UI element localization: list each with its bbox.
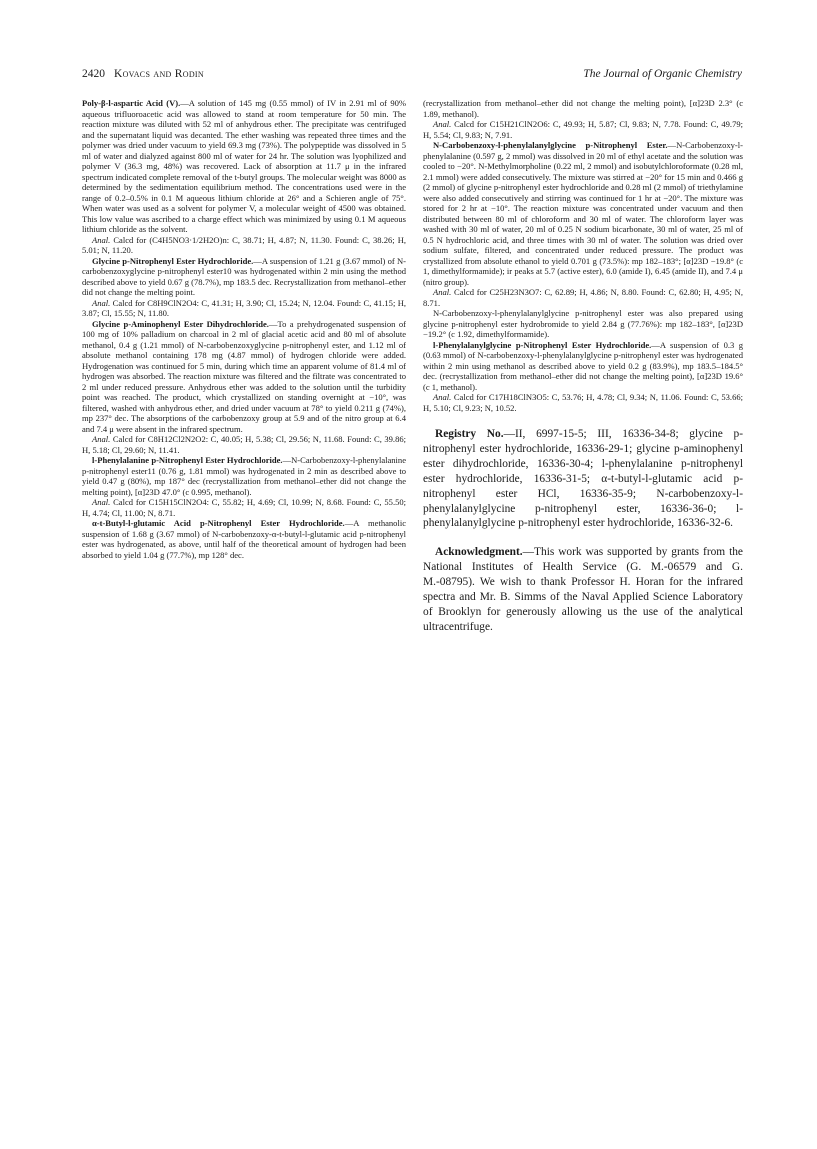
paragraph-analysis bbox=[423, 119, 743, 140]
paragraph-phenylalanine bbox=[82, 455, 406, 497]
paragraph-text: Calcd for C15H21ClN2O6: C, 49.93; H, 5.87; Cl, 9.83; N, 7.78. Found: C, 49.79; H, 5.54; Cl, 9.83; N, 7.91. bbox=[423, 119, 743, 140]
paragraph-text: —A suspension of 0.3 g (0.63 mmol) of N-carbobenzoxy-l-phenylalanylglycine p-nitrophenyl ester was hydrogenated within 2 min using methanol as described above to yield 0.2 g (83.9%), mp 183.5–184.5° dec. (recrystallization from methanol–ether did not change the melting point), [α]23D 19.6° (c 1, methanol). bbox=[423, 339, 743, 392]
paragraph-text: —N-Carbobenzoxy-l-phenylalanine p-nitrophenyl ester11 (0.76 g, 1.81 mmol) was hydrogenated in 2 min as described above to yield 0.47 g (80%), mp 187° dec (recrystallization from methanol–ether did not change the melting point), [α]23D 47.0° (c 0.995, methanol). bbox=[82, 455, 406, 497]
registry-numbers bbox=[423, 427, 743, 531]
paragraph-text: —A suspension of 1.21 g (3.67 mmol) of N-carbobenzoxyglycine p-nitrophenyl ester10 was hydrogenated within 2 min using the method described above to yield 0.67 g (78.7%), mp 183.5 dec. Recrystallization from methanol–ether did not change the melting point. bbox=[82, 255, 407, 297]
section-heading: N-Carbobenzoxy-l-phenylalanylglycine p-Nitrophenyl Ester. bbox=[433, 140, 668, 150]
paragraph-text: (recrystallization from methanol–ether did not change the melting point), [α]23D 2.3° (c 1.89, methanol). bbox=[423, 98, 743, 119]
section-heading: Poly-β-l-aspartic Acid (V). bbox=[82, 98, 181, 108]
anal-label: Anal. bbox=[92, 297, 111, 308]
section-heading: Glycine p-Nitrophenyl Ester Hydrochloride. bbox=[92, 255, 254, 266]
paragraph-analysis bbox=[82, 497, 406, 518]
anal-label: Anal. bbox=[433, 287, 452, 297]
anal-label: Anal. bbox=[433, 119, 452, 129]
anal-label: Anal. bbox=[92, 434, 111, 444]
paragraph-analysis bbox=[82, 298, 406, 319]
anal-label: Anal. bbox=[433, 392, 452, 402]
paragraph-poly-aspartic bbox=[82, 98, 406, 235]
anal-label: Anal. bbox=[92, 497, 111, 507]
section-heading: Glycine p-Aminophenyl Ester Dihydrochloride. bbox=[92, 318, 269, 329]
section-heading: l-Phenylalanine p-Nitrophenyl Ester Hydrochloride. bbox=[92, 455, 283, 465]
registry-text: —II, 6997-15-5; III, 16336-34-8; glycine p-nitrophenyl ester hydrochloride, 16336-29-1; glycine p-aminophenyl ester dihydrochloride, 16336-30-4; l-phenylalanine p-nitrophenyl ester hydrochloride, 16336-31-5; α-t-butyl-l-glutamic acid p-nitrophenyl ester HCl, 16336-35-9; N-carbobenzoxy-l-phenylalanylglycine p-nitrophenyl ester, 16336-36-0; l-phenylalanylglycine p-nitrophenyl ester hydrochloride, 16336-32-6. bbox=[423, 428, 743, 530]
running-authors: Kovacs and Rodin bbox=[114, 68, 204, 80]
anal-label: Anal. bbox=[92, 234, 111, 245]
paragraph-text: Calcd for C17H18ClN3O5: C, 53.76; H, 4.78; Cl, 9.34; N, 11.06. Found: C, 53.66; H, 5.10; Cl, 9.23; N, 10.52. bbox=[423, 392, 743, 413]
paragraph-glycine-aminophenyl bbox=[82, 319, 406, 435]
paragraph-text: N-Carbobenzoxy-l-phenylalanylglycine p-nitrophenyl ester was also prepared using glycine p-nitrophenyl ester hydrobromide to yield 2.84 g (77.76%): mp 182–183°, [α]23D −19.2° (c 1.92, dimethylformamide). bbox=[423, 308, 743, 339]
paragraph-text: Calcd for C25H23N3O7: C, 62.89; H, 4.86; N, 8.80. Found: C, 62.80; H, 4.95; N, 8.71. bbox=[423, 287, 743, 308]
page-number: 2420 bbox=[82, 68, 105, 80]
left-column bbox=[82, 98, 406, 560]
running-header bbox=[82, 68, 742, 84]
journal-title: The Journal of Organic Chemistry bbox=[583, 68, 742, 80]
paragraph-analysis bbox=[423, 392, 743, 413]
paragraph-text: —A solution of 145 mg (0.55 mmol) of IV in 2.91 ml of 90% aqueous trifluoroacetic acid was allowed to stand at room temperature for 50 min. The reaction mixture was diluted with 52 ml of anhydrous ether. The precipitate was centrifuged and the supernatant liquid was decanted. The ether washing was repeated three times and the polymer was dried under vacuum to yield 69.3 mg (73%). The polypeptide was dissolved in 5 ml of water and dialyzed against 800 ml of water for 24 hr. The solution was lyophilized and polymer V (36.3 mg, 48%) was recovered. Lack of absorption at 11.7 μ in the infrared spectrum indicated complete removal of the t-butyl groups. The molecular weight was 8000 as determined by the sedimentation equilibrium method. The concentrations used were in the range of 0.2–0.5% in 0.1 M aqueous lithium chloride at 26° and a Schieren angle of 75°. When water was used as a solvent for polymer V, a molecular weight of 4500 was obtained. This low value was ascribed to a charge effect which was minimized by using 0.1 M aqueous lithium chloride as the solvent. bbox=[82, 98, 406, 234]
section-heading: α-t-Butyl-l-glutamic Acid p-Nitrophenyl Ester Hydrochloride. bbox=[92, 518, 345, 528]
paragraph-phe-gly-hcl bbox=[423, 340, 743, 393]
paragraph-analysis bbox=[82, 235, 406, 256]
paragraph-text: Calcd for (C4H5NO3·1/2H2O)n: C, 38.71; H, 4.87; N, 11.30. Found: C, 38.26; H, 5.01; N, 11.20. bbox=[82, 234, 406, 255]
paragraph-continued bbox=[423, 98, 743, 119]
paragraph-text: Calcd for C15H15ClN2O4: C, 55.82; H, 4.69; Cl, 10.99; N, 8.68. Found: C, 55.50; H, 4.74; Cl, 11.00; N, 8.71. bbox=[82, 497, 406, 518]
paragraph-text: Calcd for C8H12Cl2N2O2: C, 40.05; H, 5.38; Cl, 29.56; N, 11.68. Found: C, 39.86; H, 5.18; Cl, 29.60; N, 11.41. bbox=[82, 434, 406, 455]
paragraph-alt-prep bbox=[423, 308, 743, 340]
paragraph-text: —N-Carbobenzoxy-l-phenylalanine (0.597 g, 2 mmol) was dissolved in 20 ml of ethyl acetate and the solution was cooled to −20°. N-Methylmorpholine (0.22 ml, 2 mmol) and isobutylchloroformate (0.28 ml, 2.1 mmol) were added consecutively. The mixture was stirred at −20° for 15 min and 0.466 g (2 mmol) of glycine p-nitrophenyl ester hydrochloride and 0.28 ml (2 mmol) of triethylamine were also added consecutively and stirring was continued for 1 hr at −20°. The mixture was stored for 2 hr at −10°. The reaction mixture was concentrated under vacuum and then distributed between 80 ml of chloroform and 30 ml of water. The chloroform layer was washed with 30 ml of water, 20 ml of 0.25 N sodium bicarbonate, 30 ml of water, 25 ml of 0.5 N hydrochloric acid, and three times with 30 ml of water. The solution was dried over sodium sulfate, filtered, and concentrated under reduced pressure. The product was crystallized from absolute ethanol to yield 0.701 g (73.5%): mp 182–183°; [α]23D −19.8° (c 1, dimethylformamide); ir peaks at 5.7 (active ester), 6.0 (amide I), 6.45 (amide II), and 7.4 μ (nitro group). bbox=[423, 140, 743, 287]
right-column bbox=[423, 98, 743, 635]
paragraph-text: —To a prehydrogenated suspension of 100 mg of 10% palladium on charcoal in 2 ml of glacial acetic acid and 80 ml of absolute methanol, 0.4 g (1.21 mmol) of N-carbobenzoxyglycine p-nitrophenyl ester, and 1.12 ml of absolute methanol containing 178 mg (4.87 mmol) of hydrogen chloride were added. Hydrogenation was continued for 5 min, during which time an apparent volume of 81.4 ml of hydrogen was absorbed. The reaction mixture was filtered and the filtrate was concentrated to 2 ml under reduced pressure. Anhydrous ether was added to the solution until the turbidity point was reached. The product, which crystallized on standing overnight at −10°, was filtered, washed with anhydrous ether, and dried under vacuum at 78° to yield 0.211 g (74%), mp 237° dec. The absorptions of the carbobenzoxy group at 5.9 and of the nitro group at 6.4 and 7.4 μ were absent in the infrared spectrum. bbox=[82, 318, 406, 434]
paragraph-cbz-phe-gly bbox=[423, 140, 743, 287]
paragraph-glutamic bbox=[82, 518, 406, 560]
paragraph-text: Calcd for C8H9ClN2O4: C, 41.31; H, 3.90; Cl, 15.24; N, 12.04. Found: C, 41.15; H, 3.87; Cl, 15.55; N, 11.80. bbox=[82, 297, 406, 318]
acknowledgment bbox=[423, 545, 743, 634]
acknowledgment-text: —This work was supported by grants from the National Institutes of Health Service (G. M.-06579 and G. M.-08795). We wish to thank Professor H. Horan for the infrared spectra and Mr. B. Simms of the Naval Applied Science Laboratory of Brooklyn for generously allowing us the use of the analytical ultracentrifuge. bbox=[423, 546, 743, 633]
paragraph-analysis bbox=[82, 434, 406, 455]
paragraph-analysis bbox=[423, 287, 743, 308]
section-heading: l-Phenylalanylglycine p-Nitrophenyl Ester Hydrochloride. bbox=[433, 339, 652, 350]
registry-heading: Registry No. bbox=[435, 428, 504, 440]
paragraph-glycine-nitrophenyl bbox=[82, 256, 406, 298]
paragraph-text: —A methanolic suspension of 1.68 g (3.67 mmol) of N-carbobenzoxy-α-t-butyl-l-glutamic acid p-nitrophenyl ester was hydrogenated, as above, until half of the theoretical amount of hydrogen had been absorbed to yield 1.04 g (77.7%), mp 128° dec. bbox=[82, 518, 407, 560]
acknowledgment-heading: Acknowledgment. bbox=[435, 546, 523, 559]
